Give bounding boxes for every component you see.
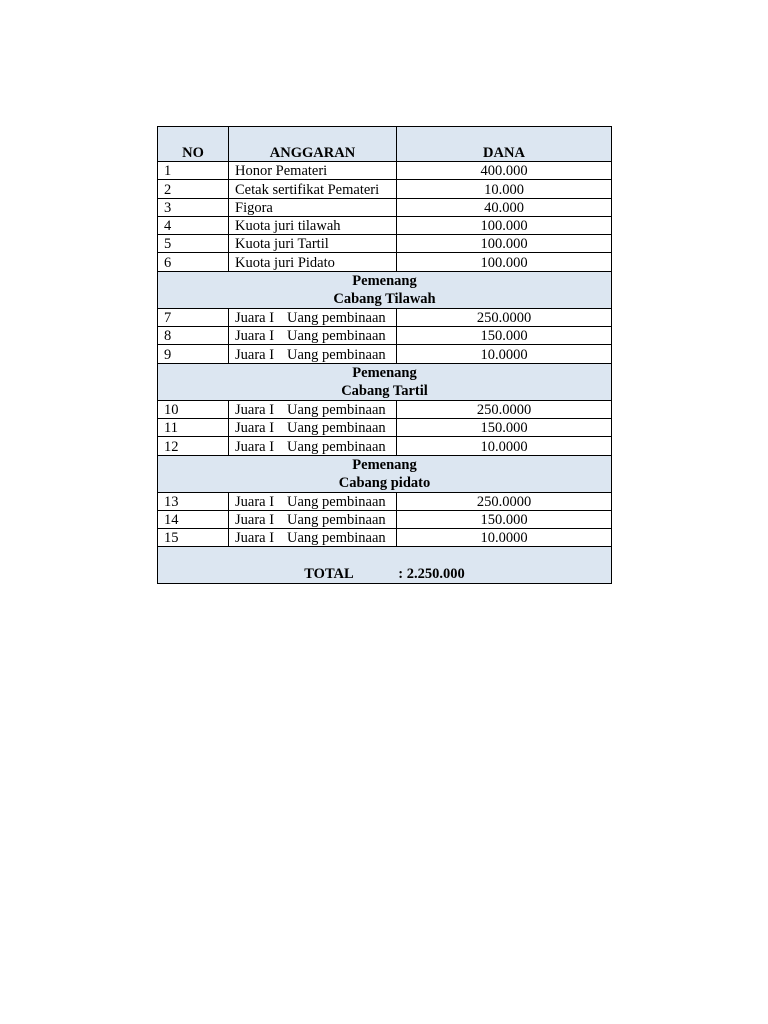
table-row (158, 492, 612, 510)
row-no: 3 (158, 198, 229, 216)
table-row (158, 418, 612, 436)
section-header-tartil (158, 363, 612, 400)
row-juara: Juara I (235, 438, 275, 455)
row-anggaran (229, 529, 397, 547)
section-title (158, 363, 612, 400)
row-anggaran (229, 400, 397, 418)
row-anggaran (229, 308, 397, 326)
table-row (158, 327, 612, 345)
section-header-tilawah (158, 271, 612, 308)
row-juara: Juara I (235, 530, 275, 547)
row-anggaran: Kuota juri tilawah (229, 216, 397, 234)
total-row (158, 547, 612, 584)
table-row (158, 437, 612, 455)
row-dana: 100.000 (397, 216, 612, 234)
row-no: 1 (158, 162, 229, 180)
table-row (158, 162, 612, 180)
row-anggaran-text: Uang pembinaan (287, 530, 386, 547)
row-anggaran-text: Uang pembinaan (287, 493, 386, 510)
row-anggaran-text: Uang pembinaan (287, 401, 386, 418)
row-anggaran: Figora (229, 198, 397, 216)
table-row (158, 345, 612, 363)
row-dana: 100.000 (397, 253, 612, 271)
row-juara: Juara I (235, 346, 275, 363)
header-dana: DANA (397, 127, 612, 162)
row-dana: 250.0000 (397, 400, 612, 418)
row-anggaran (229, 492, 397, 510)
total-cell (158, 547, 612, 584)
row-anggaran: Cetak sertifikat Pemateri (229, 180, 397, 198)
row-no: 13 (158, 492, 229, 510)
row-no: 11 (158, 418, 229, 436)
row-anggaran (229, 327, 397, 345)
row-no: 4 (158, 216, 229, 234)
row-anggaran: Kuota juri Pidato (229, 253, 397, 271)
row-anggaran-text: Uang pembinaan (287, 512, 386, 529)
row-juara: Juara I (235, 310, 275, 327)
row-dana: 150.000 (397, 510, 612, 528)
section-header-pidato (158, 455, 612, 492)
row-anggaran-text: Uang pembinaan (287, 310, 386, 327)
row-dana: 250.0000 (397, 308, 612, 326)
row-dana: 150.000 (397, 327, 612, 345)
row-no: 8 (158, 327, 229, 345)
table-row (158, 180, 612, 198)
row-anggaran-text: Uang pembinaan (287, 346, 386, 363)
header-no: NO (158, 127, 229, 162)
header-anggaran: ANGGARAN (229, 127, 397, 162)
row-anggaran (229, 418, 397, 436)
row-anggaran (229, 345, 397, 363)
row-juara: Juara I (235, 420, 275, 437)
section-title (158, 271, 612, 308)
row-juara: Juara I (235, 401, 275, 418)
table-row (158, 400, 612, 418)
row-no: 15 (158, 529, 229, 547)
section-title-line1: Pemenang (352, 456, 417, 473)
table-row (158, 308, 612, 326)
section-title-line2: Cabang Tartil (341, 382, 428, 399)
section-title-line1: Pemenang (352, 272, 417, 289)
table-row (158, 529, 612, 547)
table-row (158, 198, 612, 216)
section-title-line1: Pemenang (352, 364, 417, 381)
row-dana: 10.0000 (397, 345, 612, 363)
row-anggaran: Honor Pemateri (229, 162, 397, 180)
table-row (158, 253, 612, 271)
row-juara: Juara I (235, 493, 275, 510)
total-label: TOTAL (304, 566, 354, 583)
row-dana: 400.000 (397, 162, 612, 180)
row-anggaran: Kuota juri Tartil (229, 235, 397, 253)
row-dana: 250.0000 (397, 492, 612, 510)
section-title-line2: Cabang pidato (338, 474, 431, 491)
section-title-line2: Cabang Tilawah (333, 290, 436, 307)
row-dana: 150.000 (397, 418, 612, 436)
row-anggaran-text: Uang pembinaan (287, 420, 386, 437)
row-anggaran-text: Uang pembinaan (287, 328, 386, 345)
budget-table (157, 126, 612, 584)
row-juara: Juara I (235, 328, 275, 345)
row-no: 9 (158, 345, 229, 363)
table-header-row (158, 127, 612, 162)
table-row (158, 510, 612, 528)
row-no: 12 (158, 437, 229, 455)
section-title (158, 455, 612, 492)
row-no: 7 (158, 308, 229, 326)
row-no: 6 (158, 253, 229, 271)
row-no: 5 (158, 235, 229, 253)
row-anggaran (229, 437, 397, 455)
table-row (158, 216, 612, 234)
row-anggaran-text: Uang pembinaan (287, 438, 386, 455)
row-dana: 10.0000 (397, 437, 612, 455)
row-dana: 10.0000 (397, 529, 612, 547)
row-dana: 100.000 (397, 235, 612, 253)
table-row (158, 235, 612, 253)
row-dana: 40.000 (397, 198, 612, 216)
row-anggaran (229, 510, 397, 528)
row-no: 2 (158, 180, 229, 198)
row-dana: 10.000 (397, 180, 612, 198)
row-no: 14 (158, 510, 229, 528)
row-no: 10 (158, 400, 229, 418)
row-juara: Juara I (235, 512, 275, 529)
total-value: : 2.250.000 (398, 566, 465, 583)
